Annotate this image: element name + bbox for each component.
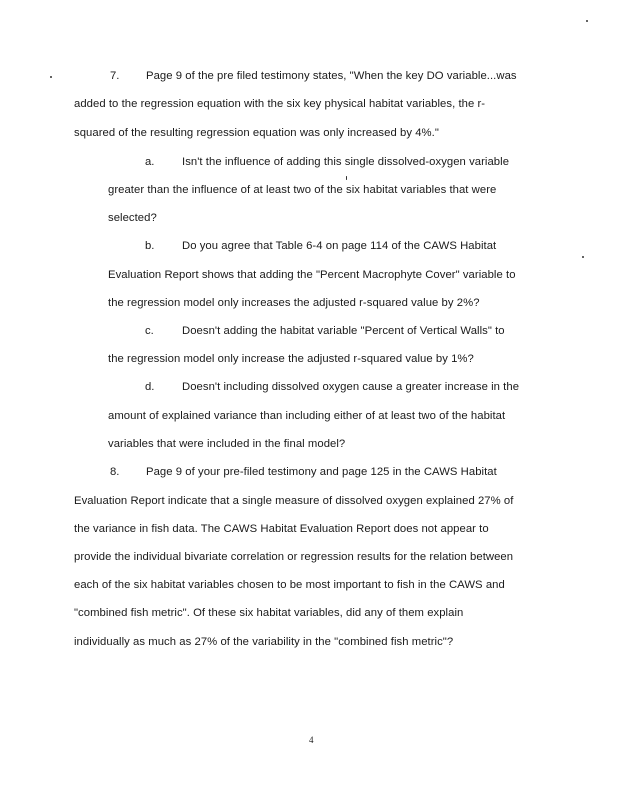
- question-7d-label: d.: [145, 381, 155, 393]
- question-7-number: 7.: [110, 70, 120, 82]
- page-number: 4: [309, 735, 314, 745]
- question-8-number: 8.: [110, 466, 120, 478]
- question-8-line-2: Evaluation Report indicate that a single measure of dissolved oxygen explained 27% of: [74, 495, 514, 507]
- question-7-line-2: added to the regression equation with the six key physical habitat variables, the r-: [74, 98, 486, 110]
- question-7d-line-1: Doesn't including dissolved oxygen cause a greater increase in the: [182, 381, 520, 393]
- question-7b-line-2: Evaluation Report shows that adding the "Percent Macrophyte Cover" variable to: [108, 269, 516, 281]
- question-7-line-1: Page 9 of the pre filed testimony states, "When the key DO variable...was: [146, 70, 517, 82]
- scan-speck: [582, 256, 584, 258]
- question-7-line-3: squared of the resulting regression equation was only increased by 4%.": [74, 127, 439, 139]
- scan-speck: [586, 20, 588, 22]
- question-7d-line-3: variables that were included in the final model?: [108, 438, 346, 450]
- question-8-line-7: individually as much as 27% of the variability in the "combined fish metric"?: [74, 636, 454, 648]
- question-7a-line-2: greater than the influence of at least two of the six habitat variables that were: [108, 184, 497, 196]
- question-8-line-5: each of the six habitat variables chosen to be most important to fish in the CAWS and: [74, 579, 505, 591]
- question-7a-label: a.: [145, 156, 155, 168]
- scan-speck: [346, 176, 347, 180]
- question-7a-line-1: Isn't the influence of adding this single dissolved-oxygen variable: [182, 156, 510, 168]
- question-7b-label: b.: [145, 240, 155, 252]
- question-8-line-3: the variance in fish data. The CAWS Habitat Evaluation Report does not appear to: [74, 523, 489, 535]
- question-7b-line-1: Do you agree that Table 6-4 on page 114 of the CAWS Habitat: [182, 240, 497, 252]
- scan-speck: [50, 76, 52, 78]
- question-8-line-4: provide the individual bivariate correlation or regression results for the relation between: [74, 551, 514, 563]
- question-7d-line-2: amount of explained variance than including either of at least two of the habitat: [108, 410, 506, 422]
- question-8-line-1: Page 9 of your pre-filed testimony and page 125 in the CAWS Habitat: [146, 466, 497, 478]
- question-7b-line-3: the regression model only increases the adjusted r-squared value by 2%?: [108, 297, 480, 309]
- question-7c-line-1: Doesn't adding the habitat variable "Percent of Vertical Walls" to: [182, 325, 505, 337]
- question-7c-label: c.: [145, 325, 154, 337]
- question-8-line-6: "combined fish metric". Of these six habitat variables, did any of them explain: [74, 607, 464, 619]
- question-7a-line-3: selected?: [108, 212, 157, 224]
- question-7c-line-2: the regression model only increase the adjusted r-squared value by 1%?: [108, 353, 474, 365]
